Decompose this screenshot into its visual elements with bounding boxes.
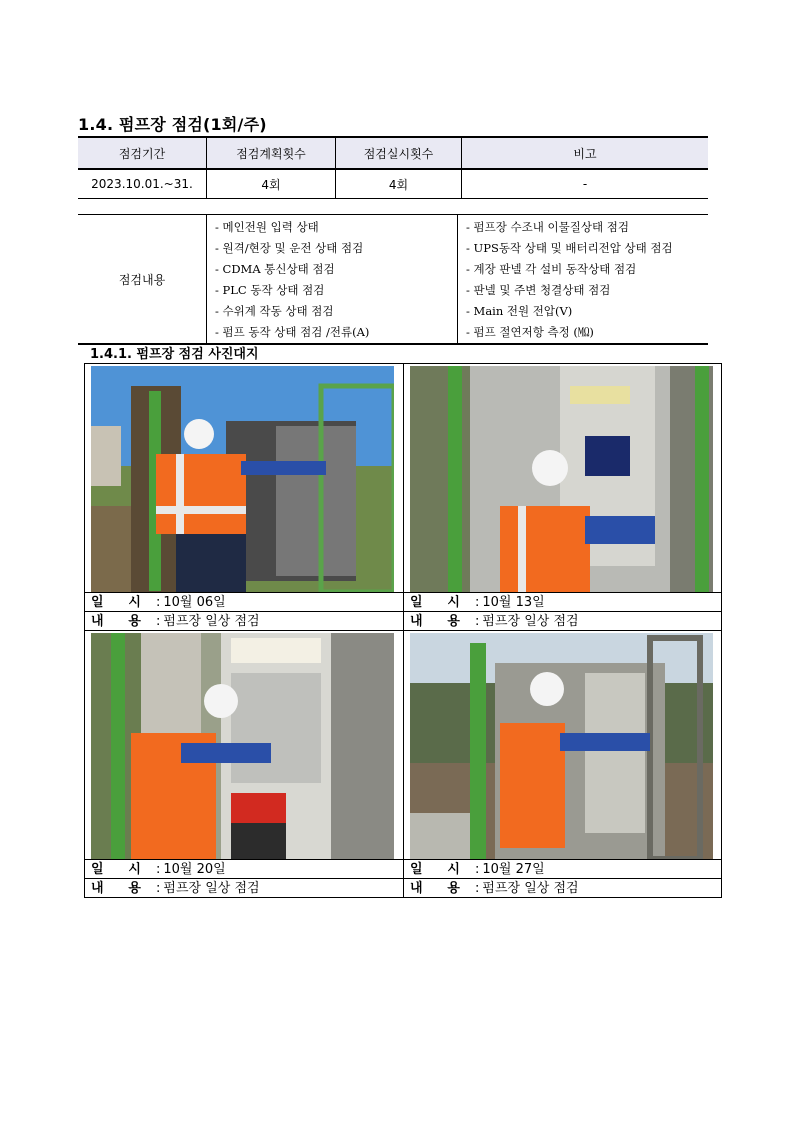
list-item: - 판넬 및 주변 청결상태 점검 bbox=[466, 283, 611, 297]
caption-separator: : bbox=[475, 614, 480, 629]
content-left-column bbox=[207, 215, 458, 345]
photo-date: 10월 27일 bbox=[482, 862, 545, 877]
list-item: - 메인전원 입력 상태 bbox=[215, 220, 319, 234]
list-item: - 펌프 절연저항 측정 (㏁) bbox=[466, 325, 594, 339]
header-remarks: 비고 bbox=[462, 137, 709, 169]
caption-separator: : bbox=[156, 881, 161, 896]
cell-planned-count: 4회 bbox=[207, 169, 336, 199]
inspection-content-table bbox=[78, 214, 708, 345]
caption-content-row bbox=[85, 611, 403, 630]
date-label: 일 시 bbox=[91, 862, 141, 877]
photo-grid bbox=[84, 363, 722, 898]
photo-cell bbox=[85, 630, 403, 898]
content-caption-label: 내 용 bbox=[410, 614, 460, 629]
content-caption-label: 내 용 bbox=[410, 881, 460, 896]
photo-cell bbox=[404, 364, 722, 630]
header-actual-count: 점검실시횟수 bbox=[336, 137, 462, 169]
photo-date: 10월 13일 bbox=[482, 595, 545, 610]
list-item: - 펌프장 수조내 이물질상태 점검 bbox=[466, 220, 629, 234]
caption-separator: : bbox=[156, 862, 161, 877]
inspection-photo bbox=[410, 366, 713, 592]
caption-separator: : bbox=[475, 881, 480, 896]
cell-actual-count: 4회 bbox=[336, 169, 462, 199]
inspection-photo bbox=[410, 633, 713, 859]
list-item: - 펌프 동작 상태 점검 /전류(A) bbox=[215, 325, 370, 339]
content-caption-label: 내 용 bbox=[91, 614, 141, 629]
photo-date: 10월 20일 bbox=[163, 862, 226, 877]
list-item: - Main 전원 전압(V) bbox=[466, 304, 573, 318]
photo-cell bbox=[404, 630, 722, 898]
caption-content-row bbox=[404, 878, 722, 897]
list-item: - 계장 판넬 각 설비 동작상태 점검 bbox=[466, 262, 637, 276]
photo-content: 펌프장 일상 점검 bbox=[482, 881, 579, 896]
content-caption-label: 내 용 bbox=[91, 881, 141, 896]
list-item: - 원격/현장 및 운전 상태 점검 bbox=[215, 241, 364, 255]
photo-content: 펌프장 일상 점검 bbox=[163, 881, 260, 896]
caption-separator: : bbox=[156, 595, 161, 610]
inspection-photo bbox=[91, 633, 394, 859]
caption-date-row bbox=[404, 592, 722, 611]
caption-date-row bbox=[404, 859, 722, 878]
list-item: - 수위계 작동 상태 점검 bbox=[215, 304, 334, 318]
caption-content-row bbox=[404, 611, 722, 630]
list-item: - PLC 동작 상태 점검 bbox=[215, 283, 325, 297]
photo-content: 펌프장 일상 점검 bbox=[482, 614, 579, 629]
caption-separator: : bbox=[475, 862, 480, 877]
inspection-photo bbox=[91, 366, 394, 592]
list-item: - CDMA 통신상태 점검 bbox=[215, 262, 335, 276]
date-label: 일 시 bbox=[410, 862, 460, 877]
inspection-summary-table bbox=[78, 136, 708, 199]
date-label: 일 시 bbox=[91, 595, 141, 610]
caption-content-row bbox=[85, 878, 403, 897]
content-label: 점검내용 bbox=[78, 215, 207, 345]
cell-period: 2023.10.01.~31. bbox=[78, 169, 207, 199]
photo-cell bbox=[85, 364, 403, 630]
cell-remarks: - bbox=[462, 169, 709, 199]
list-item: - UPS동작 상태 및 배터리전압 상태 점검 bbox=[466, 241, 673, 255]
section-title: 1.4. 펌프장 점검(1회/주) bbox=[78, 115, 267, 134]
caption-separator: : bbox=[475, 595, 480, 610]
summary-header-row bbox=[78, 137, 708, 169]
photo-content: 펌프장 일상 점검 bbox=[163, 614, 260, 629]
photo-date: 10월 06일 bbox=[163, 595, 226, 610]
content-right-column bbox=[458, 215, 709, 345]
caption-separator: : bbox=[156, 614, 161, 629]
date-label: 일 시 bbox=[410, 595, 460, 610]
header-period: 점검기간 bbox=[78, 137, 207, 169]
summary-data-row bbox=[78, 169, 708, 199]
caption-date-row bbox=[85, 592, 403, 611]
header-planned-count: 점검계획횟수 bbox=[207, 137, 336, 169]
caption-date-row bbox=[85, 859, 403, 878]
photo-section-title: 1.4.1. 펌프장 점검 사진대지 bbox=[90, 347, 259, 362]
